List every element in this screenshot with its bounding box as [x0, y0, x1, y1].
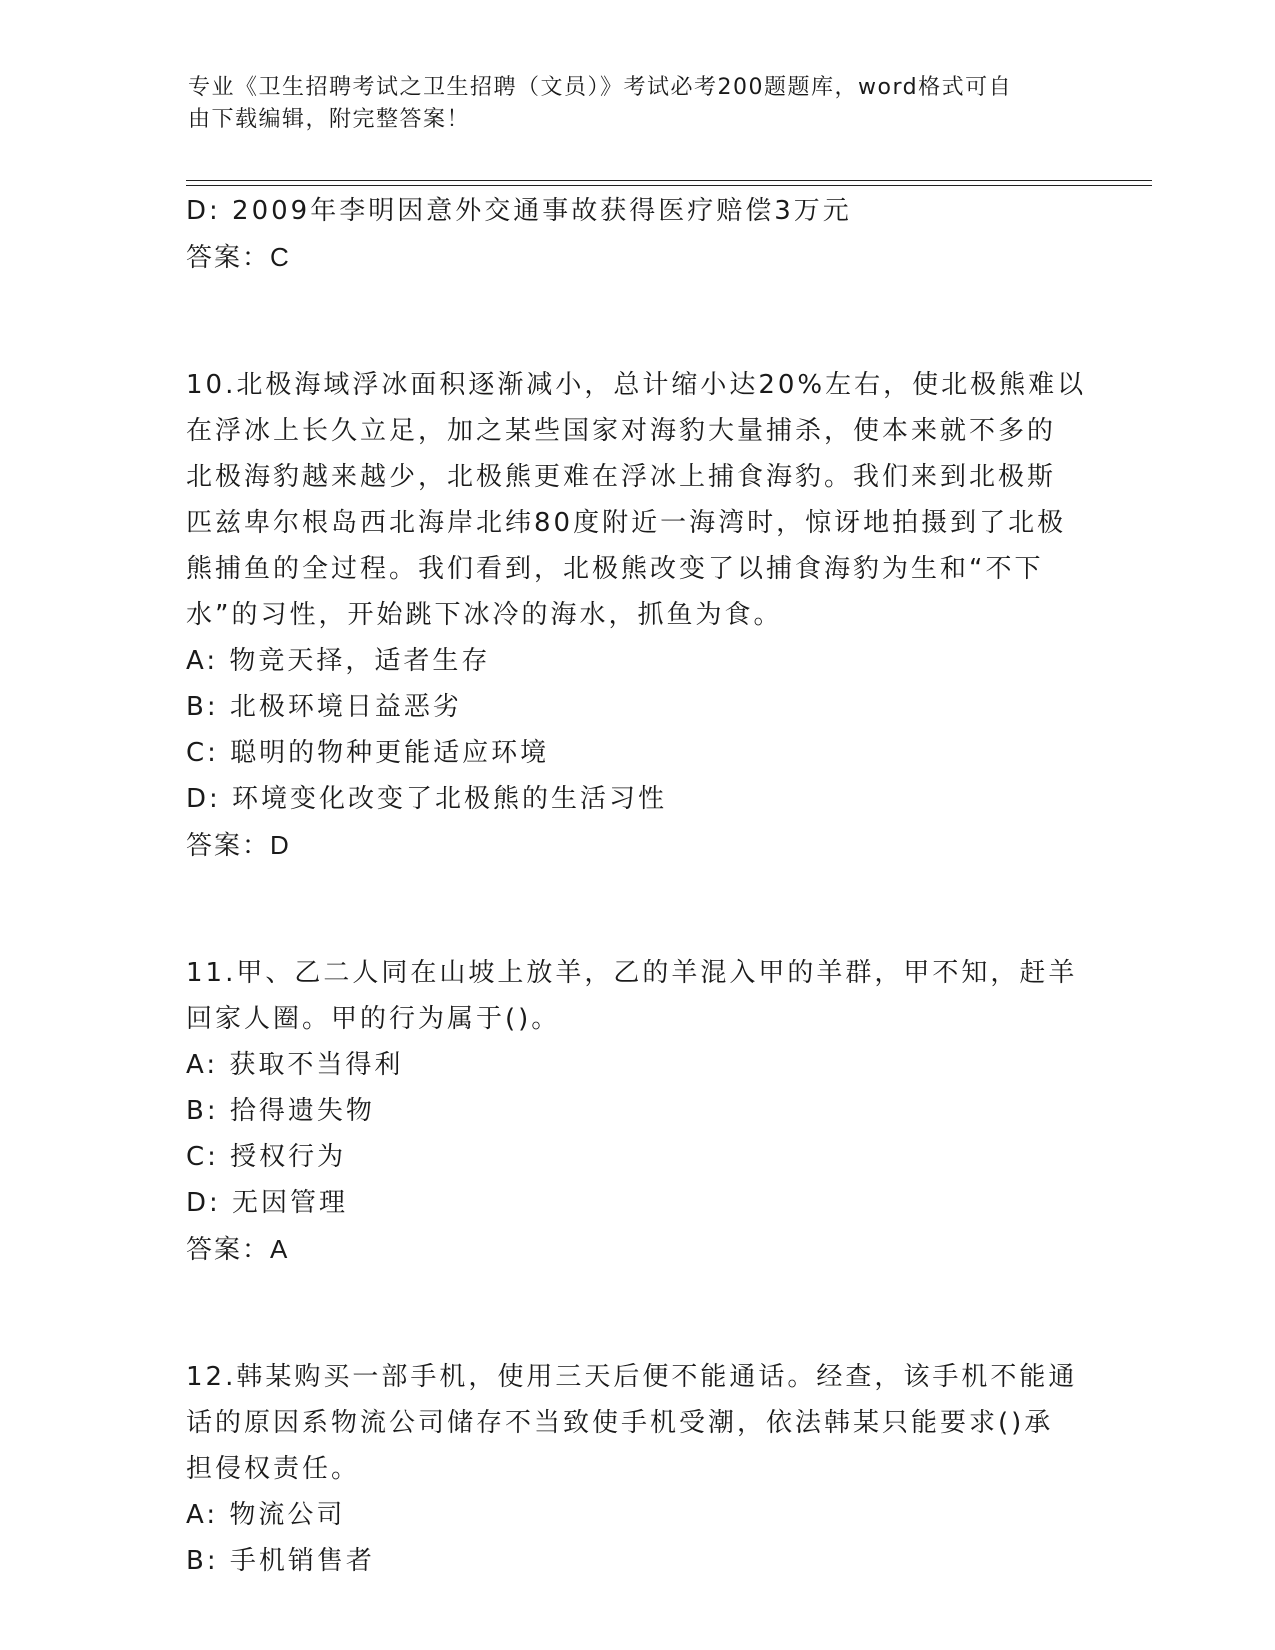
question-9-answer: 答案：C	[186, 242, 291, 272]
question-12-text-line: 担侵权责任。	[186, 1454, 361, 1484]
question-spacer	[186, 280, 1086, 362]
question-10-text-line: 熊捕鱼的全过程。我们看到，北极熊改变了以捕食海豹为生和“不下	[186, 554, 1044, 584]
question-10-option-d: D: 环境变化改变了北极熊的生活习性	[186, 784, 668, 814]
question-12-option-b: B: 手机销售者	[186, 1546, 375, 1576]
question-11-option-a: A: 获取不当得利	[186, 1050, 404, 1080]
question-10-answer: 答案：D	[186, 830, 291, 860]
question-11-answer: 答案：A	[186, 1234, 290, 1264]
question-10-option-c: C: 聪明的物种更能适应环境	[186, 738, 550, 768]
question-10-text-line: 10.北极海域浮冰面积逐渐减小，总计缩小达20%左右，使北极熊难以	[186, 370, 1087, 400]
question-spacer	[186, 1272, 1086, 1354]
question-11-text-line: 回家人圈。甲的行为属于()。	[186, 1004, 561, 1034]
question-10-text-line: 水”的习性，开始跳下冰冷的海水，抓鱼为食。	[186, 600, 783, 630]
document-body	[186, 188, 1086, 1584]
question-12	[186, 1354, 1086, 1584]
question-12-text-line: 12.韩某购买一部手机，使用三天后便不能通话。经查，该手机不能通	[186, 1362, 1078, 1392]
question-10-option-b: B: 北极环境日益恶劣	[186, 692, 462, 722]
question-10-option-a: A: 物竞天择，适者生存	[186, 646, 491, 676]
question-11	[186, 950, 1086, 1272]
header-line-2: 由下载编辑，附完整答案！	[188, 107, 471, 132]
question-11-text-line: 11.甲、乙二人同在山坡上放羊，乙的羊混入甲的羊群，甲不知，赶羊	[186, 958, 1078, 988]
question-10-text-line: 北极海豹越来越少，北极熊更难在浮冰上捕食海豹。我们来到北极斯	[186, 462, 1057, 492]
question-11-option-c: C: 授权行为	[186, 1142, 347, 1172]
question-11-option-b: B: 拾得遗失物	[186, 1096, 375, 1126]
header-divider-bottom	[186, 185, 1152, 186]
question-10-text-line: 在浮冰上长久立足，加之某些国家对海豹大量捕杀，使本来就不多的	[186, 416, 1057, 446]
header-divider-top	[186, 180, 1152, 181]
question-spacer	[186, 868, 1086, 950]
document-header	[188, 72, 1068, 136]
question-10-text-line: 匹兹卑尔根岛西北海岸北纬80度附近一海湾时，惊讶地拍摄到了北极	[186, 508, 1067, 538]
question-11-option-d: D: 无因管理	[186, 1188, 349, 1218]
question-12-text-line: 话的原因系物流公司储存不当致使手机受潮，依法韩某只能要求()承	[186, 1408, 1054, 1438]
question-9-option-d: D: 2009年李明因意外交通事故获得医疗赔偿3万元	[186, 196, 852, 226]
question-12-option-a: A: 物流公司	[186, 1500, 346, 1530]
header-line-1: 专业《卫生招聘考试之卫生招聘（文员）》考试必考200题题库，word格式可自	[188, 75, 1013, 100]
question-10	[186, 362, 1086, 868]
